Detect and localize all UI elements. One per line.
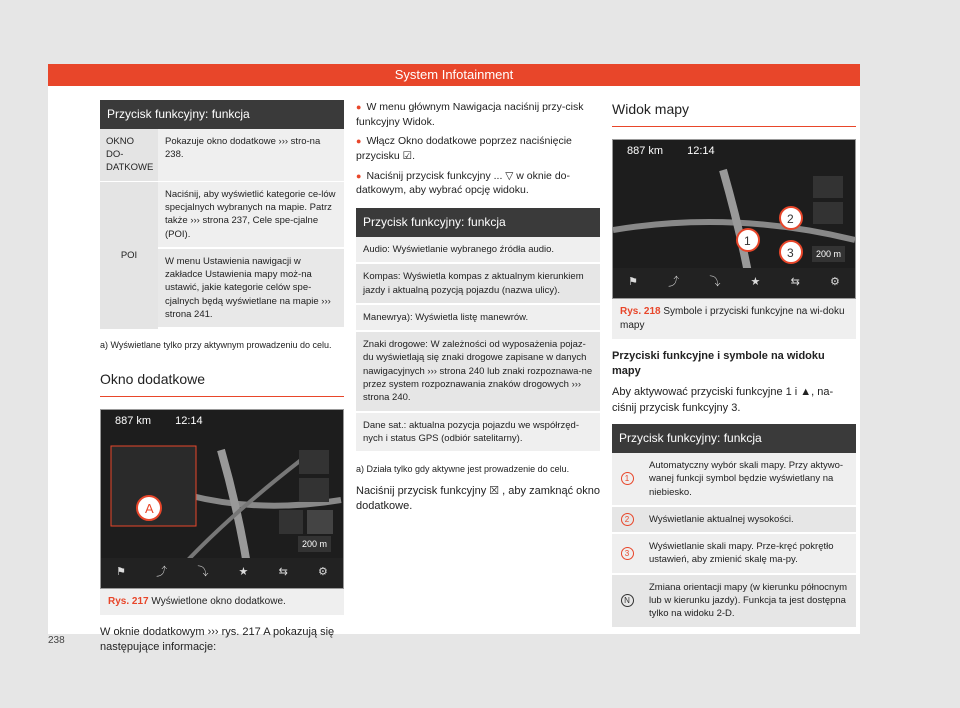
map-toolbar [101, 558, 343, 588]
badge-a-label: A [145, 500, 154, 516]
table-row [612, 453, 856, 507]
map-distance: 887 km [627, 144, 664, 157]
settings-icon[interactable]: ⚙ [830, 275, 840, 288]
callout-1-label: 1 [744, 233, 751, 248]
map-screenshot [100, 409, 344, 589]
footnote: a) Działa tylko gdy aktywne jest prowadzenie do celu. [356, 464, 570, 475]
figure-caption [100, 589, 344, 615]
map-time: 12:14 [175, 414, 203, 427]
paragraph: Naciśnij przycisk funkcyjny ☒ , aby zamknąć okno dodatkowe. [356, 484, 601, 513]
bullet: ● Naciśnij przycisk funkcyjny ... ▽ w oknie do-datkowym, aby wybrać opcję widoku. [356, 169, 600, 198]
section-title: Widok mapy [612, 100, 856, 127]
map-time: 12:14 [687, 144, 715, 157]
row-text: Wyświetlanie skali mapy. Prze-kręć pokrętło ustawień, aby zmienić skalę ma-py. [649, 541, 834, 566]
left-column [100, 100, 344, 655]
row-text: Wyświetlanie aktualnej wysokości. [649, 513, 794, 525]
bullet: ● W menu głównym Nawigacja naciśnij przy-cisk funkcyjny Widok. [356, 100, 600, 129]
callout-3-label: 3 [787, 245, 794, 260]
poi-icon[interactable]: ★ [750, 275, 761, 288]
table-row [612, 507, 856, 534]
row-text: Pokazuje okno dodatkowe ››› stro-na 238. [158, 129, 344, 181]
poi-icon[interactable]: ★ [238, 565, 249, 578]
row-text: Automatyczny wybór skali mapy. Przy aktywo-wanej funkcji symbol będzie wyświetlany na niebiesko. [649, 459, 844, 498]
paragraph: Aby aktywować przyciski funkcyjne 1 i ▲, na-ciśnij przycisk funkcyjny 3. [612, 386, 834, 414]
footnote: a) Wyświetlane tylko przy aktywnym prowadzeniu do celu. [100, 340, 332, 351]
caption-text: Wyświetlone okno dodatkowe. [151, 595, 286, 607]
subheading: Przyciski funkcyjne i symbole na widoku mapy [612, 349, 825, 377]
map-scale: 200 m [298, 536, 331, 553]
table-title: Przycisk funkcyjny: funkcja [612, 424, 856, 453]
north-icon: N [621, 594, 634, 607]
table-row: Znaki drogowe: W zależności od wyposażenia pojaz-du wyświetlają się znaki drogowe zapisane w danych nawigacyjnych ››› strona 240 lub znaki rozpoznawa-ne przez system rozpoznawania znaków drogowych ››› strona 240. [356, 332, 600, 412]
table-title: Przycisk funkcyjny: funkcja [100, 100, 344, 129]
bullet: ● Włącz Okno dodatkowe poprzez naciśnięcie przycisku ☑. [356, 134, 600, 163]
settings-icon[interactable]: ⚙ [318, 565, 328, 578]
table-row: Dane sat.: aktualna pozycja pojazdu we współrzęd-nych i status GPS (odbiór satelitarny). [356, 413, 600, 454]
section-title: Okno dodatkowe [100, 370, 344, 397]
flag-icon[interactable]: ⚑ [116, 565, 126, 578]
table-title: Przycisk funkcyjny: funkcja [356, 208, 600, 237]
table-row [612, 575, 856, 629]
table-row [100, 129, 344, 182]
flag-icon[interactable]: ⚑ [628, 275, 638, 288]
page-number: 238 [48, 635, 65, 646]
map-status-bar [101, 410, 343, 434]
map-status-bar [613, 140, 855, 164]
map-view-icon[interactable]: ⇆ [790, 275, 800, 288]
table-row: Kompas: Wyświetla kompas z aktualnym kierunkiem jazdy i aktualną pozycją pojazdu (nazwa ulicy). [356, 264, 600, 305]
route-icon[interactable]: ⤴ [668, 275, 680, 288]
caption-text: Symbole i przyciski funkcyjne na wi-doku mapy [620, 305, 845, 331]
map-scale: 200 m [812, 246, 845, 263]
caption-number: Rys. 217 [108, 595, 149, 607]
map-screenshot [612, 139, 856, 299]
chapter-header: System Infotainment [48, 64, 860, 86]
table-row: Audio: Wyświetlanie wybranego źródła audio. [356, 237, 600, 264]
poi-row [100, 182, 344, 330]
map-distance: 887 km [115, 414, 152, 427]
paragraph: W oknie dodatkowym ››› rys. 217 A pokazują się następujące informacje: [100, 625, 335, 653]
row-text: Zmiana orientacji mapy (w kierunku północnym lub w kierunku jazdy). Funkcja ta jest dostępna tylko na widoku 2-D. [649, 581, 847, 620]
number-1-icon: 1 [621, 472, 634, 485]
middle-column [356, 100, 600, 515]
route-alt-icon[interactable]: ⤵ [197, 565, 209, 578]
number-3-icon: 3 [621, 547, 634, 560]
right-column [612, 100, 856, 629]
poi-label: POI [100, 182, 158, 330]
figure-caption [612, 299, 856, 339]
table-row [612, 534, 856, 575]
route-icon[interactable]: ⤴ [156, 565, 168, 578]
caption-number: Rys. 218 [620, 305, 661, 317]
callout-2-label: 2 [787, 211, 794, 226]
row-label: OKNO DO-DATKOWE [100, 129, 158, 181]
map-toolbar [613, 268, 855, 298]
number-2-icon: 2 [621, 513, 634, 526]
map-view-icon[interactable]: ⇆ [278, 565, 288, 578]
poi-cell: Naciśnij, aby wyświetlić kategorie ce-lów specjalnych wybranych na mapie. Patrz także ››› strona 237, Cele spe-cjalne (POI). [158, 182, 344, 249]
route-alt-icon[interactable]: ⤵ [709, 275, 721, 288]
table-row: Manewrya): Wyświetla listę manewrów. [356, 305, 600, 332]
poi-cell: W menu Ustawienia nawigacji w zakładce Ustawienia mapy moż-na ustawić, jakie kategorie celów spe-cjalnych będą wyświetlane na mapie ››› strona 241. [158, 249, 344, 329]
